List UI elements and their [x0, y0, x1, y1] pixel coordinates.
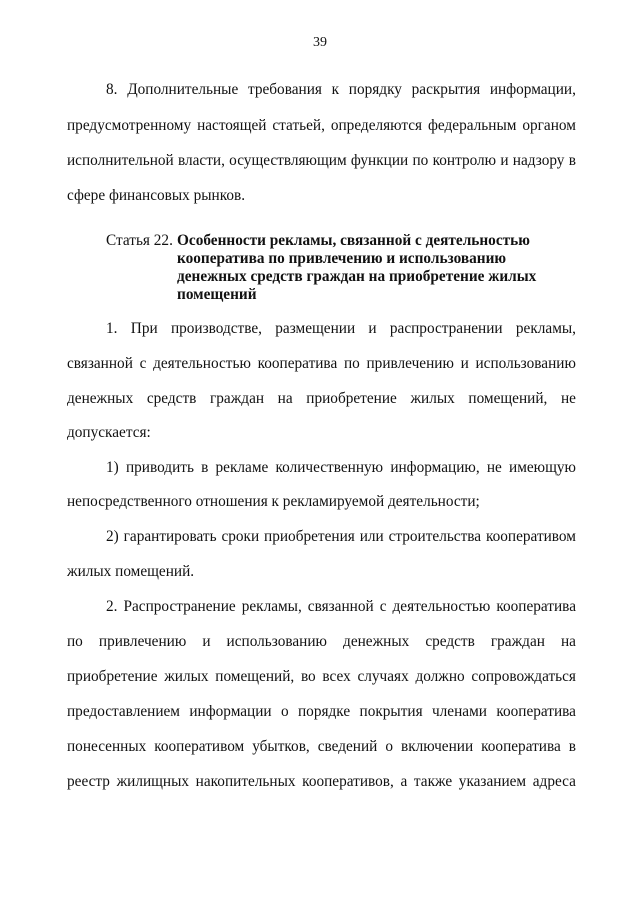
clause-1-line-3: денежных средств граждан на приобретение жилых помещений, не — [67, 390, 576, 407]
clause-2-line-4: предоставлением информации о порядке покрытия членами кооператива — [67, 703, 576, 720]
paragraph-8-line-1: 8. Дополнительные требования к порядку раскрытия информации, — [106, 81, 576, 98]
article-title-line-1: Особенности рекламы, связанной с деятельностью — [177, 232, 530, 249]
clause-2-line-3: приобретение жилых помещений, во всех случаях должно сопровождаться — [67, 668, 576, 685]
clause-2-line-2: по привлечению и использованию денежных средств граждан на — [67, 633, 576, 650]
clause-1-line-4: допускается: — [67, 424, 151, 441]
paragraph-8-line-2: предусмотренному настоящей статьей, определяются федеральным органом — [67, 117, 576, 134]
item-1-line-2: непосредственного отношения к рекламируемой деятельности; — [67, 493, 480, 510]
article-title-line-2: кооператива по привлечению и использованию — [177, 250, 507, 267]
item-1-line-1: 1) приводить в рекламе количественную информацию, не имеющую — [106, 459, 576, 476]
article-label: Статья 22. — [106, 232, 173, 249]
item-2-line-1: 2) гарантировать сроки приобретения или строительства кооперативом — [106, 528, 576, 545]
article-title-line-3: денежных средств граждан на приобретение жилых — [177, 268, 537, 285]
clause-2-line-5: понесенных кооперативом убытков, сведений о включении кооператива в — [67, 738, 576, 755]
page-number: 39 — [313, 35, 327, 50]
item-2-line-2: жилых помещений. — [67, 563, 195, 580]
clause-1-line-2: связанной с деятельностью кооператива по привлечению и использованию — [67, 355, 576, 372]
paragraph-8-line-3: исполнительной власти, осуществляющим функции по контролю и надзору в — [67, 152, 576, 169]
clause-1-line-1: 1. При производстве, размещении и распространении рекламы, — [106, 320, 576, 337]
paragraph-8-line-4: сфере финансовых рынков. — [67, 187, 246, 204]
article-title-line-4: помещений — [177, 286, 257, 303]
clause-2-line-1: 2. Распространение рекламы, связанной с деятельностью кооператива — [106, 598, 576, 615]
clause-2-line-6: реестр жилищных накопительных кооперативов, а также указанием адреса — [67, 773, 576, 790]
